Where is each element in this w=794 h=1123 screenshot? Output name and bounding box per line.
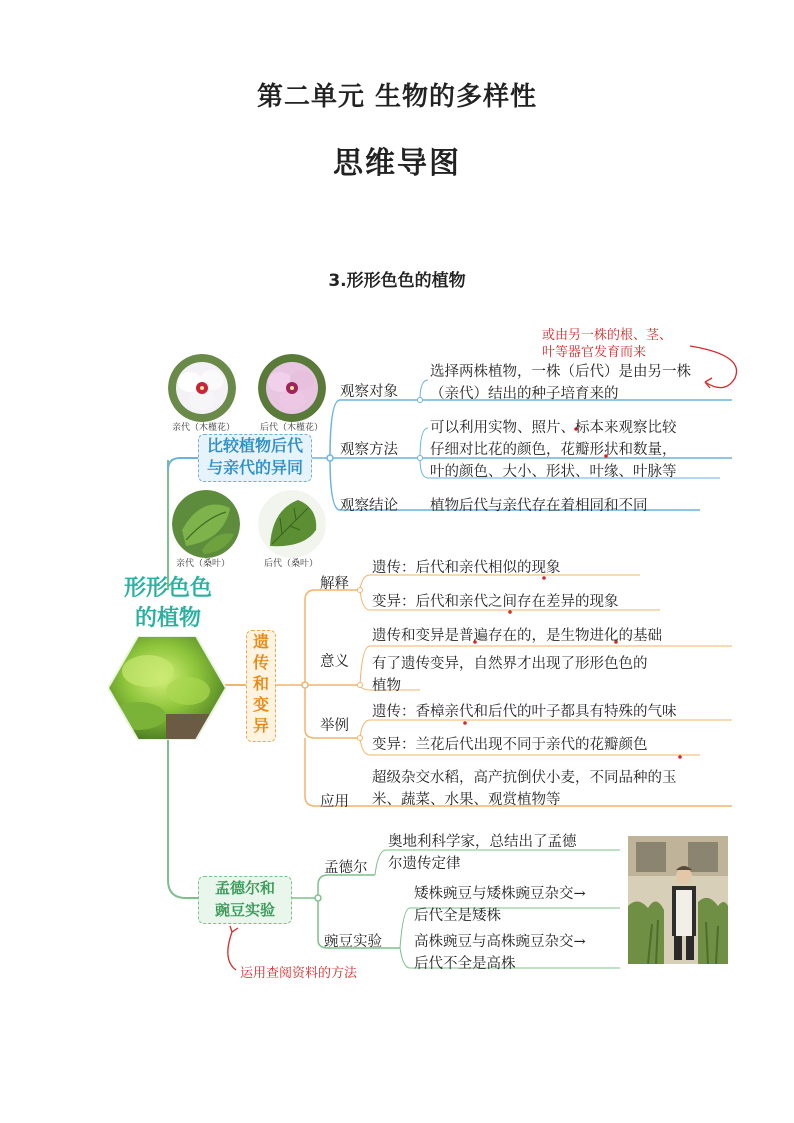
mendel-line1: 奥地利科学家，总结出了孟德	[388, 834, 577, 850]
example-line1: 遗传：香樟亲代和后代的叶子都具有特殊的气味	[372, 704, 677, 720]
mulberry-parent-photo	[172, 490, 240, 558]
observation-object-line1: 选择两株植物，一株（后代）是由另一株	[430, 364, 691, 380]
mind-map-title: 思维导图	[333, 146, 461, 181]
pea-experiment-line3: 高株豌豆与高株豌豆杂交→	[414, 934, 586, 950]
hibiscus-offspring-photo	[258, 354, 326, 422]
application-line2: 米、蔬菜、水果、观赏植物等	[372, 792, 561, 808]
observation-method-label: 观察方法	[340, 442, 398, 458]
observation-method-line2: 仔细对比花的颜色，花瓣形状和数量，	[430, 442, 677, 458]
application-line1: 超级杂交水稻，高产抗倒伏小麦，不同品种的玉	[372, 770, 677, 786]
example-label: 举例	[320, 718, 349, 734]
branch2-char-3: 和	[252, 674, 269, 693]
observation-object-line2: （亲代）结出的种子培育来的	[430, 386, 619, 402]
significance-line2: 有了遗传变异，自然界才出现了形形色色的	[372, 656, 648, 672]
branch-compare-offspring-parent	[198, 434, 312, 482]
branch2-char-5: 异	[252, 716, 269, 735]
branch-mendel-pea-experiment	[198, 876, 292, 924]
pea-experiment-line4: 后代不全是高株	[414, 956, 516, 972]
significance-label: 意义	[320, 654, 349, 670]
explanation-line1: 遗传：后代和亲代相似的现象	[372, 560, 561, 576]
branch3-label-line1: 孟德尔和	[214, 879, 275, 897]
pea-experiment-label: 豌豆实验	[324, 934, 382, 950]
annotation-research-method: 运用查阅资料的方法	[240, 966, 358, 981]
significance-line1: 遗传和变异是普遍存在的，是生物进化的基础	[372, 628, 662, 644]
observation-conclusion-label: 观察结论	[340, 498, 398, 514]
observation-method-line3: 叶的颜色、大小、形状、叶缘、叶脉等	[430, 464, 677, 480]
observation-object-label: 观察对象	[340, 384, 398, 400]
observation-conclusion-line1: 植物后代与亲代存在着相同和不同	[430, 498, 648, 514]
central-title-line2: 的植物	[134, 606, 201, 631]
significance-line3: 植物	[372, 678, 401, 694]
central-title-line1: 形形色色	[123, 576, 212, 601]
branch2-char-1: 遗	[252, 632, 269, 651]
mulberry-offspring-caption: 后代（桑叶）	[264, 559, 319, 569]
branch1-label-line2: 与亲代的异同	[206, 458, 303, 477]
hibiscus-parent-photo	[168, 354, 236, 422]
mendel-line2: 尔遗传定律	[388, 856, 461, 872]
annotation-organ-line2: 叶等器官发育而来	[542, 345, 647, 360]
explanation-line2: 变异：后代和亲代之间存在差异的现象	[372, 594, 619, 610]
mulberry-offspring-photo	[258, 490, 326, 558]
moss-photo	[108, 636, 226, 740]
branch1-label-line1: 比较植物后代	[206, 436, 303, 455]
branch3-label-line2: 豌豆实验	[214, 901, 275, 919]
mendel-illustration	[628, 836, 728, 964]
application-label: 应用	[320, 794, 349, 810]
annotation-organ-line1: 或由另一株的根、茎、	[542, 328, 673, 343]
unit-title: 第二单元 生物的多样性	[256, 82, 538, 112]
branch2-char-2: 传	[252, 653, 269, 672]
central-title	[108, 574, 228, 634]
section-title: 3.形形色色的植物	[328, 271, 466, 291]
explanation-label: 解释	[320, 576, 349, 592]
branch-heredity-variation	[246, 630, 276, 742]
hibiscus-parent-caption: 亲代（木槿花）	[172, 423, 236, 433]
mulberry-parent-caption: 亲代（桑叶）	[176, 559, 231, 569]
example-line2: 变异：兰花后代出现不同于亲代的花瓣颜色	[372, 737, 648, 753]
hibiscus-offspring-caption: 后代（木槿花）	[260, 423, 324, 433]
pea-experiment-line1: 矮株豌豆与矮株豌豆杂交→	[414, 886, 586, 902]
observation-method-line1: 可以利用实物、照片、标本来观察比较	[430, 420, 677, 436]
branch2-char-4: 变	[252, 695, 269, 714]
mendel-label: 孟德尔	[324, 860, 368, 876]
pea-experiment-line2: 后代全是矮株	[414, 908, 501, 924]
